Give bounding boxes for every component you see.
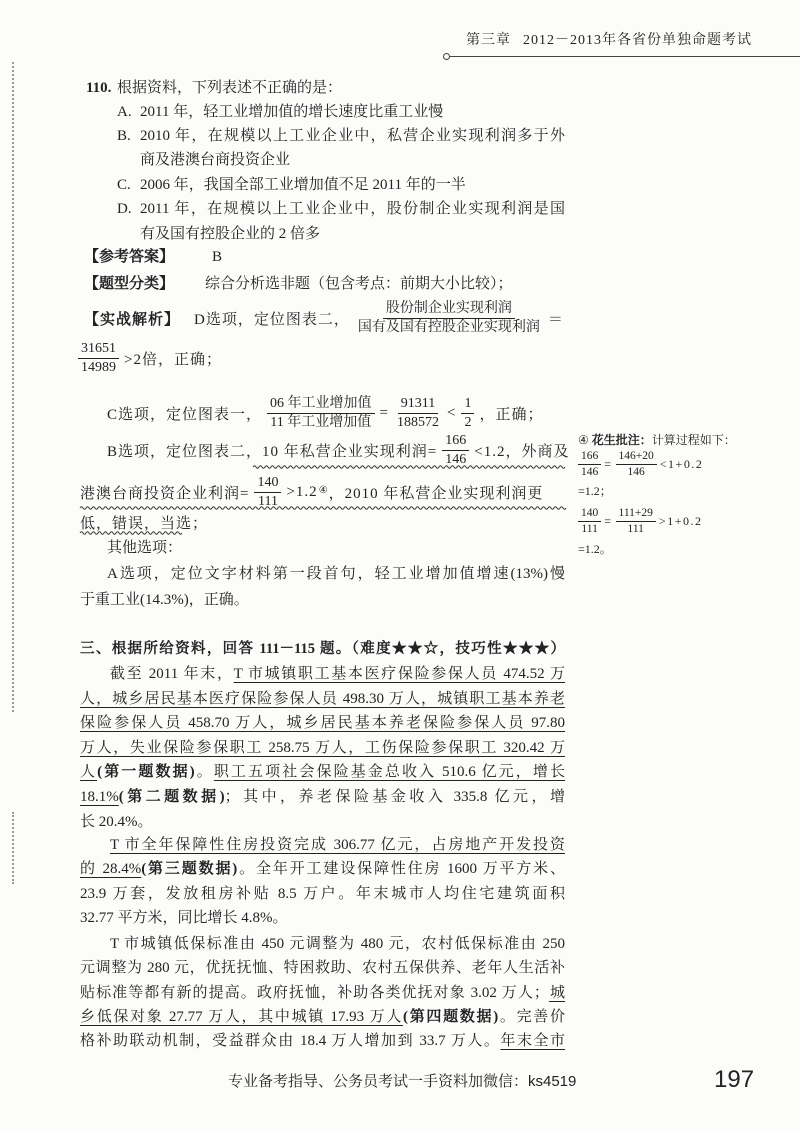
text-run: 长 20.4%。 bbox=[80, 814, 153, 830]
data-marker: (第四题数据) bbox=[403, 1009, 499, 1025]
material-line bbox=[80, 787, 565, 807]
header-dot bbox=[443, 53, 450, 60]
category-text: 综合分析选非题（包含考点：前期大小比较）； bbox=[205, 276, 513, 292]
option-d-text: 2011 年，在规模以上工业企业中，股份制企业实现利润是国 bbox=[140, 201, 565, 217]
page-number: 197 bbox=[714, 1066, 755, 1093]
binding-dots bbox=[12, 62, 14, 712]
fraction bbox=[442, 433, 469, 468]
wavy-underline bbox=[80, 530, 180, 536]
equals-sign: = bbox=[379, 404, 389, 421]
option-b-label: B. bbox=[117, 128, 131, 144]
underlined-text: 年末全市 bbox=[500, 1033, 565, 1049]
analysis-a-line-cont: 于重工业(14.3%)，正确。 bbox=[80, 592, 249, 608]
material-line bbox=[80, 983, 565, 1003]
underlined-text: 18.1% bbox=[80, 789, 119, 805]
analysis-d-suffix: >2倍，正确； bbox=[124, 351, 222, 368]
analysis-c-prefix: C选项，定位图表一， bbox=[107, 406, 263, 423]
text-run: 。全年开工建设保障性住房 1600 万平方米、 bbox=[237, 861, 565, 877]
fraction bbox=[78, 341, 119, 376]
side-note-eq1-cont: =1.2； bbox=[578, 484, 612, 498]
chapter-title: 2012－2013年各省份单独命题考试 bbox=[523, 33, 752, 48]
underlined-text: 人 bbox=[80, 764, 98, 780]
fraction-numerator: 166 bbox=[578, 450, 601, 465]
side-note-text: 计算过程如下： bbox=[651, 433, 736, 447]
wavy-underline-path bbox=[80, 507, 566, 510]
data-marker: (第二题数据) bbox=[118, 789, 225, 805]
analysis-c-suffix: ，正确； bbox=[479, 406, 544, 423]
fraction-numerator: 06 年工业增加值 bbox=[267, 396, 375, 414]
underlined-text: T 市全年保障性住房投资完成 306.77 亿元，占房地产开发投资 bbox=[110, 837, 565, 853]
analysis-d-prefix: D选项，定位图表二， bbox=[194, 311, 350, 328]
fraction-numerator: 91311 bbox=[398, 396, 438, 414]
fraction-denominator: 146 bbox=[581, 465, 599, 478]
equals-sign: = bbox=[604, 513, 613, 528]
material-line bbox=[110, 934, 565, 954]
text-run: 格补助联动机制，受益群众由 18.4 万人增加到 33.7 万人。 bbox=[80, 1033, 501, 1049]
underlined-text: T 市城镇职工基本医疗保险参保人员 474.52 万 bbox=[233, 666, 565, 682]
option-d-label: D. bbox=[117, 201, 132, 217]
option-d-text-cont: 有及国有控股企业的 2 倍多 bbox=[140, 226, 321, 242]
text-run: 23.9 万套，发放租房补贴 8.5 万户。年末城市人均住宅建筑面积 bbox=[80, 886, 565, 902]
analysis-b-text: >1.2 bbox=[286, 483, 318, 500]
option-a-label: A. bbox=[117, 104, 132, 120]
side-note-title: 花生批注： bbox=[591, 433, 652, 447]
equals-sign: ＝ bbox=[547, 311, 564, 328]
material-line bbox=[110, 664, 565, 684]
analysis-b-line-2: 港澳台商投资企业利润= $\frac{140}{111}$ >1.2 ④ ，2010 年私营企业实现利润更 bbox=[80, 474, 544, 509]
fraction-denominator: 11 年工业增加值 bbox=[270, 414, 372, 430]
binding-dots-lower bbox=[12, 812, 14, 884]
underlined-text: 的 28.4% bbox=[80, 861, 142, 877]
wavy-underline-path bbox=[253, 466, 565, 469]
text-run: 贴标准等都有新的提高。政府抚恤，补助各类优抚对象 3.02 万人； bbox=[80, 985, 549, 1001]
fraction-numerator: 股份制企业实现利润 bbox=[383, 301, 515, 319]
answer-value: B bbox=[212, 249, 223, 265]
fraction bbox=[616, 507, 656, 536]
less-than-sign: < bbox=[446, 404, 457, 421]
material-line bbox=[80, 762, 565, 782]
fraction bbox=[461, 396, 474, 431]
underlined-text: 保险参保人员 458.70 万人，城乡居民基本养老保险参保人员 97.80 bbox=[80, 715, 565, 731]
underlined-text: 乡低保对象 27.77 万人，其中城镇 17.93 万人 bbox=[80, 1009, 404, 1025]
analysis-b-line bbox=[107, 432, 569, 468]
option-a-text: 2011 年，轻工业增加值的增长速度比重工业慢 bbox=[140, 104, 444, 120]
section-heading-text: 三、根据所给资料，回答 111－115 题。 bbox=[80, 641, 352, 657]
equals-sign: = bbox=[604, 456, 613, 471]
fraction-numerator: 166 bbox=[442, 433, 469, 451]
wavy-underline bbox=[80, 505, 565, 511]
option-c-label: C. bbox=[117, 177, 131, 193]
question-stem: 根据资料，下列表述不正确的是： bbox=[117, 80, 343, 96]
fraction bbox=[394, 396, 442, 431]
text-run: 截至 2011 年末， bbox=[110, 666, 234, 682]
fraction bbox=[578, 507, 601, 536]
text-run: 元调整为 280 元，优抚抚恤、特困救助、农村五保供养、老年人生活补 bbox=[80, 960, 565, 976]
analysis-b-prefix: B选项，定位图表二， bbox=[107, 443, 263, 460]
fraction-numerator: 31651 bbox=[78, 341, 119, 359]
analysis-b-text: <1.2，外商及 bbox=[474, 443, 570, 460]
option-c-text: 2006 年，我国全部工业增加值不足 2011 年的一半 bbox=[140, 177, 466, 193]
option-b-text-cont: 商及港澳台商投资企业 bbox=[140, 152, 291, 168]
side-note-heading bbox=[578, 430, 736, 450]
analysis-tag: 【实战解析】 bbox=[84, 311, 181, 328]
analysis-b-text: ，2010 年私营企业实现利润更 bbox=[328, 485, 544, 502]
analysis-b-text: 低，错误，当选； bbox=[80, 515, 209, 532]
fraction-denominator: 146 bbox=[445, 451, 467, 467]
wavy-underline bbox=[253, 464, 565, 470]
chapter-label: 第三章 bbox=[466, 33, 511, 48]
analysis-d-result bbox=[78, 340, 222, 376]
text-run: ；其中，养老保险基金收入 335.8 亿元，增 bbox=[224, 789, 565, 805]
fraction-numerator: 1 bbox=[461, 396, 474, 414]
underlined-text: 万人，失业保险参保职工 258.75 万人，工伤保险参保职工 320.42 万 bbox=[80, 740, 565, 756]
material-line bbox=[110, 835, 565, 855]
fraction-denominator: 188572 bbox=[396, 414, 439, 430]
text-run: 32.77 平方米，同比增长 4.8%。 bbox=[80, 910, 288, 926]
fraction-denominator: 146 bbox=[627, 465, 645, 478]
answer-tag: 【参考答案】 bbox=[84, 249, 175, 265]
fraction bbox=[355, 301, 543, 336]
fraction bbox=[578, 450, 601, 479]
material-line bbox=[80, 812, 153, 832]
fraction bbox=[616, 450, 657, 479]
running-header bbox=[466, 32, 752, 50]
fraction-denominator: 国有及国有控股企业实现利润 bbox=[357, 319, 540, 335]
relation: >1+0.2 bbox=[658, 513, 703, 528]
analysis-b-text: 港澳台商投资企业利润= bbox=[80, 485, 250, 502]
text-run: 。完善价 bbox=[498, 1009, 565, 1025]
material-line bbox=[80, 958, 565, 978]
data-marker: (第一题数据) bbox=[97, 764, 195, 780]
text-run: T 市城镇低保标准由 450 元调整为 480 元，农村低保标准由 250 bbox=[110, 936, 565, 952]
fraction-denominator: 111 bbox=[581, 522, 598, 535]
text-run: 。 bbox=[194, 764, 214, 780]
difficulty-rating: （难度★★☆，技巧性★★★） bbox=[351, 641, 565, 657]
material-line bbox=[80, 859, 565, 879]
fraction-denominator: 14989 bbox=[81, 359, 116, 375]
other-options-label: 其他选项： bbox=[107, 540, 183, 556]
section-heading bbox=[80, 639, 565, 659]
fraction-denominator: 111 bbox=[257, 493, 278, 509]
data-marker: (第三题数据) bbox=[141, 861, 238, 877]
underlined-text: 城 bbox=[548, 985, 565, 1001]
material-line bbox=[80, 1031, 565, 1051]
material-line bbox=[80, 1007, 565, 1027]
option-b-text: 2010 年，在规模以上工业企业中，私营企业实现利润多于外 bbox=[140, 128, 565, 144]
analysis-b-line-3 bbox=[80, 512, 208, 532]
material-line bbox=[80, 689, 565, 709]
fraction-numerator: 111+29 bbox=[616, 507, 656, 522]
material-line bbox=[80, 908, 288, 928]
fraction-numerator: 140 bbox=[578, 507, 601, 522]
relation: <1+0.2 bbox=[659, 456, 704, 471]
header-rule bbox=[447, 56, 800, 57]
side-note-marker: ④ bbox=[578, 433, 589, 447]
side-note-eq2-cont: =1.2。 bbox=[578, 542, 612, 556]
underlined-text: 职工五项社会保险基金总收入 510.6 亿元，增长 bbox=[213, 764, 565, 780]
category-tag: 【题型分类】 bbox=[84, 276, 175, 292]
material-line bbox=[80, 713, 565, 733]
analysis-c-line bbox=[107, 393, 543, 433]
analysis-d-line bbox=[84, 298, 564, 338]
fraction bbox=[267, 396, 375, 431]
material-line bbox=[80, 738, 565, 758]
fraction-numerator: 146+20 bbox=[616, 450, 657, 465]
wavy-underline-path bbox=[80, 532, 182, 535]
underlined-text: 人，城乡居民基本医疗保险参保人员 498.30 万人，城镇职工基本养老 bbox=[80, 691, 565, 707]
fraction-denominator: 2 bbox=[464, 414, 472, 430]
side-note-eq2 bbox=[578, 506, 702, 536]
question-number: 110. bbox=[86, 80, 112, 96]
analysis-b-text: 10 年私营企业实现利润= bbox=[262, 443, 438, 460]
material-line bbox=[80, 884, 565, 904]
footer-promo: 专业备考指导、公务员考试一手资料加微信：ks4519 bbox=[228, 1073, 577, 1090]
analysis-a-line: A选项，定位文字材料第一段首句，轻工业增加值增速(13%)慢 bbox=[107, 566, 565, 582]
side-note-eq1 bbox=[578, 449, 703, 479]
fraction-numerator: 140 bbox=[254, 475, 281, 493]
fraction-denominator: 111 bbox=[627, 522, 644, 535]
